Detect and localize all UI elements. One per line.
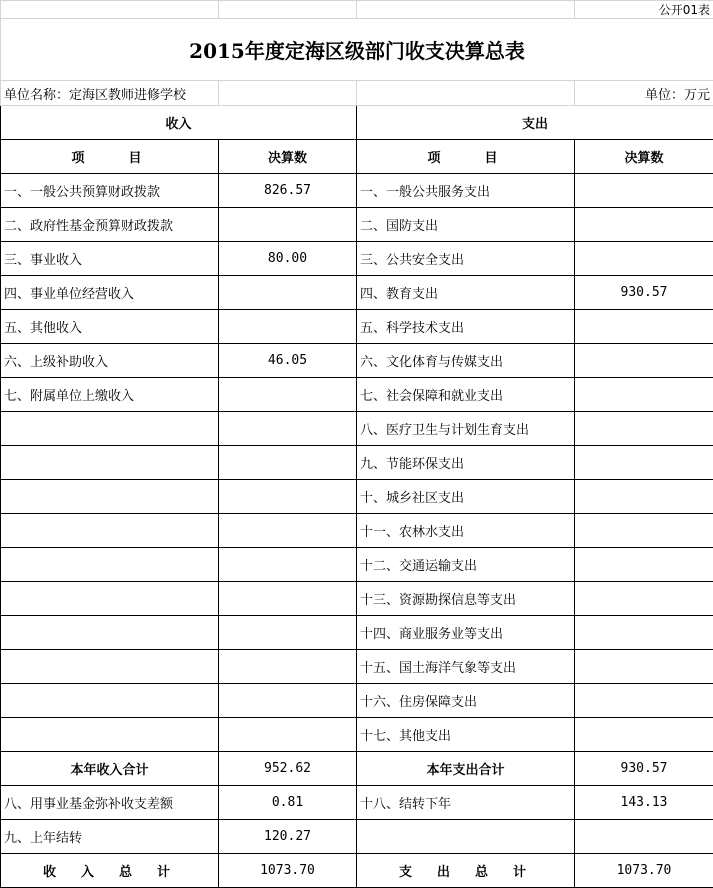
expense-item-label: 十七、其他支出 [357,718,575,752]
income-total-value: 1073.70 [219,854,357,888]
expense-item-label: 三、公共安全支出 [357,242,575,276]
expense-item-value [575,514,713,548]
table-row [1,310,713,344]
income-item-value [219,276,357,310]
income-item-label [1,514,219,548]
expense-item-value [575,378,713,412]
income-item-value [219,684,357,718]
expense-item-value [575,582,713,616]
table-row [1,412,713,446]
table-row [1,514,713,548]
expense-item-label: 四、教育支出 [357,276,575,310]
table-row [1,650,713,684]
expense-item-label: 七、社会保障和就业支出 [357,378,575,412]
expense-item-value [575,548,713,582]
expense-item-value [575,412,713,446]
table-row [1,582,713,616]
income-item-label [1,412,219,446]
expense-item-value [575,684,713,718]
income-item-label: 三、事业收入 [1,242,219,276]
income-item-label [1,718,219,752]
expense-item-value [575,480,713,514]
income-section-header: 收入 [1,106,357,140]
income-item-value [219,446,357,480]
income-item-value [219,310,357,344]
table-row [1,378,713,412]
expense-amount-header: 决算数 [575,140,713,174]
table-row [1,480,713,514]
income-item-label: 五、其他收入 [1,310,219,344]
subtotal-row [1,752,713,786]
expense-item-header: 项 目 [357,140,575,174]
table-row [1,616,713,650]
income-amount-header: 决算数 [219,140,357,174]
income-item-value [219,514,357,548]
expense-item-value: 930.57 [575,276,713,310]
unit-label: 单位：万元 [575,81,713,106]
expense-item-value [575,174,713,208]
page-title: 2015年度定海区级部门收支决算总表 [1,19,713,81]
table-row [1,242,713,276]
expense-item-label: 八、医疗卫生与计划生育支出 [357,412,575,446]
column-header-row [1,140,713,174]
expense-item-label: 十、城乡社区支出 [357,480,575,514]
income-item-value: 826.57 [219,174,357,208]
income-item-label: 九、上年结转 [1,820,219,854]
income-item-value: 0.81 [219,786,357,820]
income-item-value: 80.00 [219,242,357,276]
income-item-value [219,378,357,412]
expense-subtotal-value: 930.57 [575,752,713,786]
income-item-label: 七、附属单位上缴收入 [1,378,219,412]
grand-total-row [1,854,713,888]
expense-total-label: 支 出 总 计 [357,854,575,888]
expense-item-label: 二、国防支出 [357,208,575,242]
title-row [1,19,713,81]
income-item-label [1,616,219,650]
income-item-value [219,208,357,242]
expense-subtotal-label: 本年支出合计 [357,752,575,786]
income-item-value: 46.05 [219,344,357,378]
expense-total-value: 1073.70 [575,854,713,888]
income-item-value [219,548,357,582]
income-item-label: 一、一般公共预算财政拨款 [1,174,219,208]
income-total-label: 收 入 总 计 [1,854,219,888]
income-item-label [1,446,219,480]
table-row [1,344,713,378]
expense-item-value [575,242,713,276]
expense-item-value [575,446,713,480]
income-item-value [219,650,357,684]
expense-item-value: 143.13 [575,786,713,820]
unit-row [1,81,713,106]
table-row [1,446,713,480]
income-item-value: 120.27 [219,820,357,854]
expense-item-value [575,616,713,650]
expense-section-header: 支出 [357,106,713,140]
table-row [1,684,713,718]
expense-item-value [575,344,713,378]
unit-name: 单位名称：定海区教师进修学校 [1,81,219,106]
income-item-value [219,616,357,650]
table-row [1,276,713,310]
income-item-label [1,480,219,514]
expense-item-label: 十五、国土海洋气象等支出 [357,650,575,684]
income-subtotal-value: 952.62 [219,752,357,786]
expense-item-value [575,310,713,344]
income-item-value [219,582,357,616]
income-item-label: 二、政府性基金预算财政拨款 [1,208,219,242]
income-item-label [1,684,219,718]
expense-item-value [575,208,713,242]
income-item-header: 项 目 [1,140,219,174]
expense-item-value [575,718,713,752]
income-subtotal-label: 本年收入合计 [1,752,219,786]
form-number: 公开01表 [575,1,713,19]
expense-item-label: 六、文化体育与传媒支出 [357,344,575,378]
table-row [1,820,713,854]
expense-item-label: 十六、住房保障支出 [357,684,575,718]
expense-item-label: 十一、农林水支出 [357,514,575,548]
expense-item-label: 一、一般公共服务支出 [357,174,575,208]
expense-item-label: 五、科学技术支出 [357,310,575,344]
expense-item-label: 十三、资源勘探信息等支出 [357,582,575,616]
table-row [1,718,713,752]
section-header-row [1,106,713,140]
table-row [1,548,713,582]
table-row [1,786,713,820]
expense-item-value [575,650,713,684]
form-number-row [1,1,713,19]
expense-item-label: 十八、结转下年 [357,786,575,820]
expense-item-label: 十二、交通运输支出 [357,548,575,582]
income-item-value [219,480,357,514]
expense-item-label: 九、节能环保支出 [357,446,575,480]
table-row [1,174,713,208]
income-item-label: 六、上级补助收入 [1,344,219,378]
expense-item-label [357,820,575,854]
expense-item-value [575,820,713,854]
income-item-label: 八、用事业基金弥补收支差额 [1,786,219,820]
income-item-label [1,650,219,684]
table-row [1,208,713,242]
income-item-label: 四、事业单位经营收入 [1,276,219,310]
income-item-label [1,548,219,582]
income-item-label [1,582,219,616]
income-item-value [219,412,357,446]
income-item-value [219,718,357,752]
expense-item-label: 十四、商业服务业等支出 [357,616,575,650]
